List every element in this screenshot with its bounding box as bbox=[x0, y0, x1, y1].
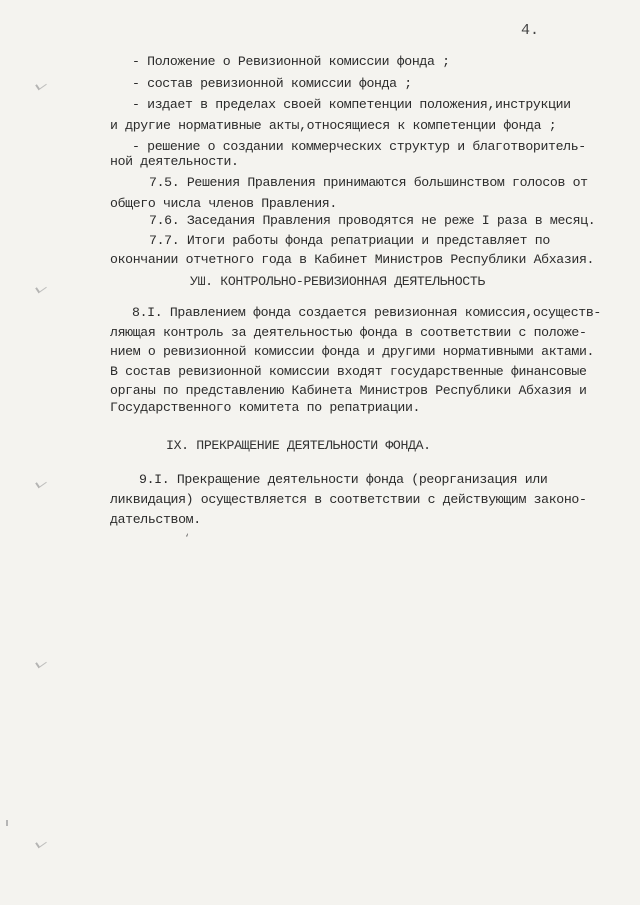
clause-8-1-line: В состав ревизионной комиссии входят государственные финансовые bbox=[110, 364, 587, 379]
edge-mark bbox=[6, 820, 8, 826]
clause-8-1-line: органы по представлению Кабинета Министров Республики Абхазия и bbox=[110, 383, 587, 398]
clause-7-5-line: 7.5. Решения Правления принимаются большинством голосов от bbox=[149, 175, 588, 190]
clause-8-1-line: Государственного комитета по репатриации. bbox=[110, 400, 421, 415]
clause-7-5-line: общего числа членов Правления. bbox=[110, 196, 337, 211]
clause-8-1-line: нием о ревизионной комиссии фонда и другими нормативными актами. bbox=[110, 344, 595, 359]
list-item: - состав ревизионной комиссии фонда ; bbox=[132, 76, 412, 91]
list-item: - решение о создании коммерческих структур и благотворитель- bbox=[132, 139, 586, 154]
punch-hole-mark bbox=[35, 283, 47, 294]
list-item: ной деятельности. bbox=[110, 154, 239, 169]
clause-7-7-line: окончании отчетного года в Кабинет Министров Республики Абхазия. bbox=[110, 252, 595, 267]
clause-8-1-line: 8.I. Правлением фонда создается ревизионная комиссия,осуществ- bbox=[132, 305, 601, 320]
clause-9-1-line: 9.I. Прекращение деятельности фонда (реорганизация или bbox=[139, 472, 548, 487]
list-item: и другие нормативные акты,относящиеся к компетенции фонда ; bbox=[110, 118, 557, 133]
section-9-heading: IX. ПРЕКРАЩЕНИЕ ДЕЯТЕЛЬНОСТИ ФОНДА. bbox=[166, 438, 431, 453]
clause-7-7-line: 7.7. Итоги работы фонда репатриации и представляет по bbox=[149, 233, 550, 248]
list-item: - издает в пределах своей компетенции положения,инструкции bbox=[132, 97, 571, 112]
punch-hole-mark bbox=[35, 80, 47, 91]
clause-7-6: 7.6. Заседания Правления проводятся не реже I раза в месяц. bbox=[149, 213, 596, 228]
section-8-heading: УШ. КОНТРОЛЬНО-РЕВИЗИОННАЯ ДЕЯТЕЛЬНОСТЬ bbox=[190, 274, 485, 289]
page-number: 4. bbox=[521, 22, 540, 39]
clause-9-1-line: ликвидация) осуществляется в соответствии с действующим законо- bbox=[110, 492, 587, 507]
punch-hole-mark bbox=[35, 658, 47, 669]
punch-hole-mark bbox=[35, 838, 47, 849]
stray-mark: ‘ bbox=[184, 534, 191, 545]
clause-8-1-line: ляющая контроль за деятельностью фонда в соответствии с положе- bbox=[110, 325, 587, 340]
list-item: - Положение о Ревизионной комиссии фонда ; bbox=[132, 54, 450, 69]
punch-hole-mark bbox=[35, 478, 47, 489]
clause-9-1-line: дательством. bbox=[110, 512, 201, 527]
